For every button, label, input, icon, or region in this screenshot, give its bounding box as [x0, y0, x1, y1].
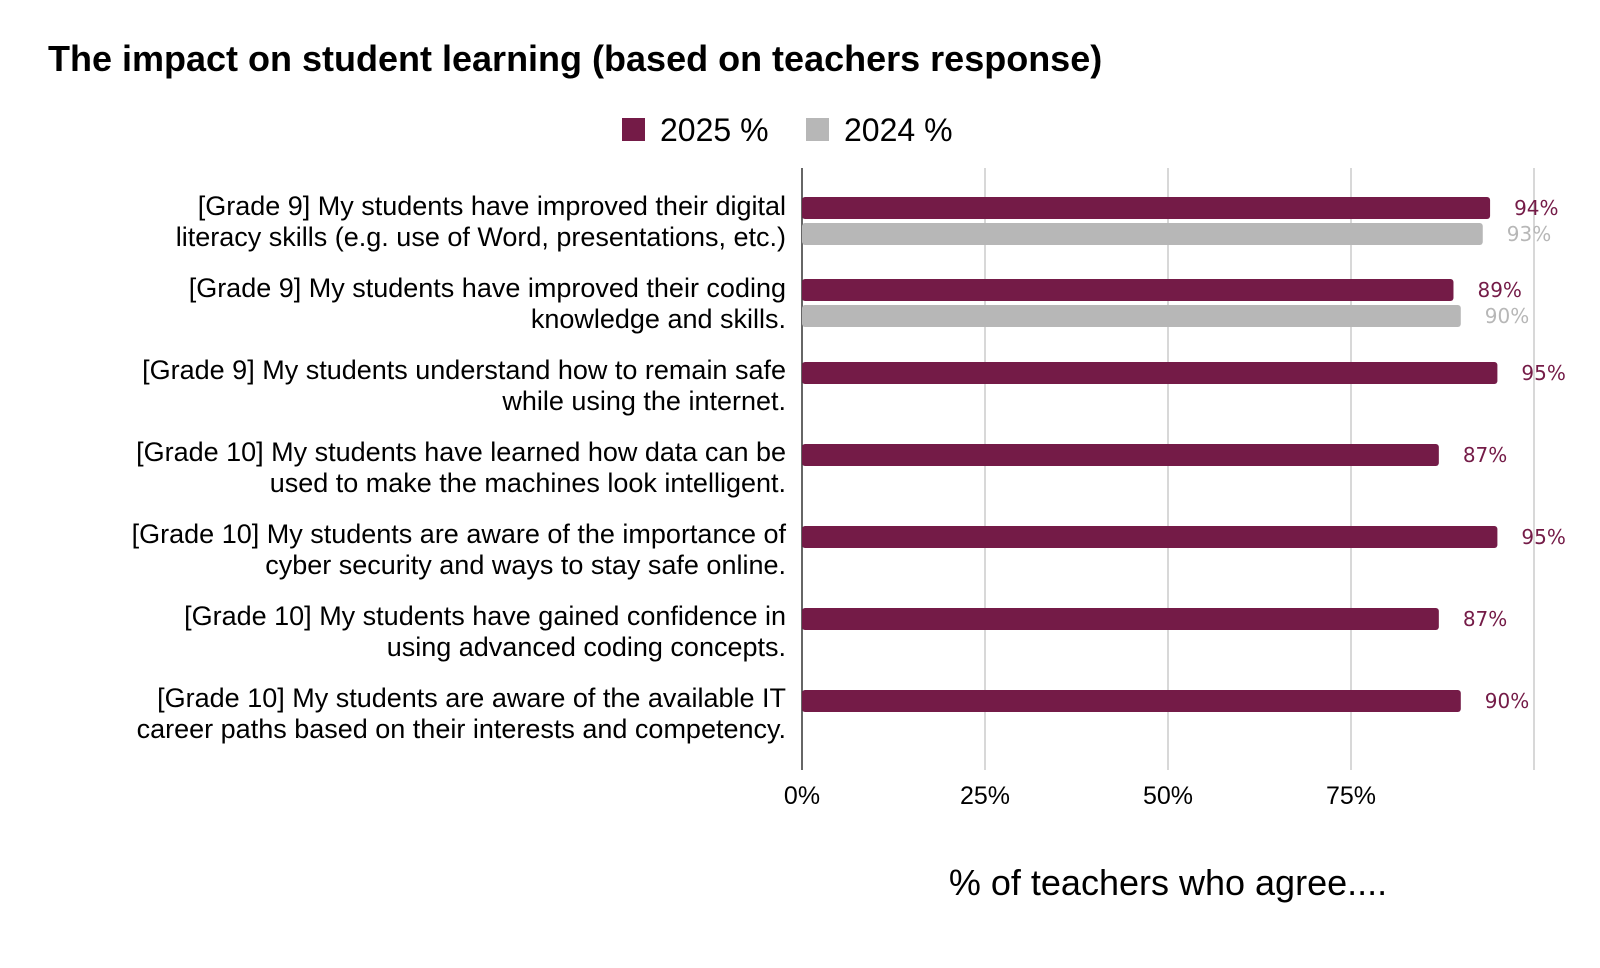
bar-2025 — [802, 444, 1439, 466]
category-label: knowledge and skills. — [530, 304, 786, 334]
x-tick-label-25: 25% — [959, 782, 1011, 810]
data-label-2025: 89% — [1477, 278, 1522, 302]
legend-swatch-1 — [622, 118, 645, 141]
legend-label-1: 2025 % — [660, 112, 769, 148]
category-label: [Grade 10] My students have learned how data can be — [136, 437, 786, 467]
data-label-2025: 95% — [1521, 361, 1566, 385]
category-label: career paths based on their interests and competency. — [136, 714, 786, 744]
data-label-2025: 87% — [1462, 607, 1508, 631]
category-label: [Grade 10] My students have gained confidence in — [184, 601, 786, 631]
data-label-2025: 90% — [1484, 689, 1530, 713]
data-label-2025: 94% — [1514, 196, 1559, 220]
category-label: literacy skills (e.g. use of Word, presentations, etc.) — [175, 222, 786, 252]
data-label-2025: 95% — [1521, 525, 1566, 549]
category-label: [Grade 9] My students understand how to remain safe — [142, 355, 786, 385]
data-label-2024: 93% — [1506, 222, 1552, 246]
legend-swatch-2 — [806, 118, 829, 141]
x-axis-title: % of teachers who agree.... — [948, 862, 1388, 903]
category-label: cyber security and ways to stay safe online. — [265, 550, 786, 580]
x-tick-label-0: 0% — [783, 782, 821, 810]
bar-2024 — [802, 305, 1461, 327]
x-tick-label-50: 50% — [1142, 782, 1194, 810]
bar-2024 — [802, 223, 1483, 245]
bar-2025 — [802, 690, 1461, 712]
x-tick-label-75: 75% — [1325, 782, 1377, 810]
legend-label-2: 2024 % — [844, 112, 953, 148]
data-label-2025: 87% — [1462, 443, 1508, 467]
category-label: used to make the machines look intelligent. — [269, 468, 786, 498]
category-label: [Grade 9] My students have improved their coding — [188, 273, 786, 303]
bar-2025 — [802, 197, 1490, 219]
category-label: while using the internet. — [502, 386, 786, 416]
bar-2025 — [802, 608, 1439, 630]
bar-2025 — [802, 279, 1453, 301]
data-label-2024: 90% — [1484, 304, 1530, 328]
category-label: [Grade 9] My students have improved their digital — [197, 191, 786, 221]
chart-title: The impact on student learning (based on teachers response) — [48, 38, 1103, 79]
category-label: using advanced coding concepts. — [386, 632, 786, 662]
bar-2025 — [802, 526, 1497, 548]
category-label: [Grade 10] My students are aware of the available IT — [157, 683, 786, 713]
bar-2025 — [802, 362, 1497, 384]
category-label: [Grade 10] My students are aware of the importance of — [131, 519, 786, 549]
